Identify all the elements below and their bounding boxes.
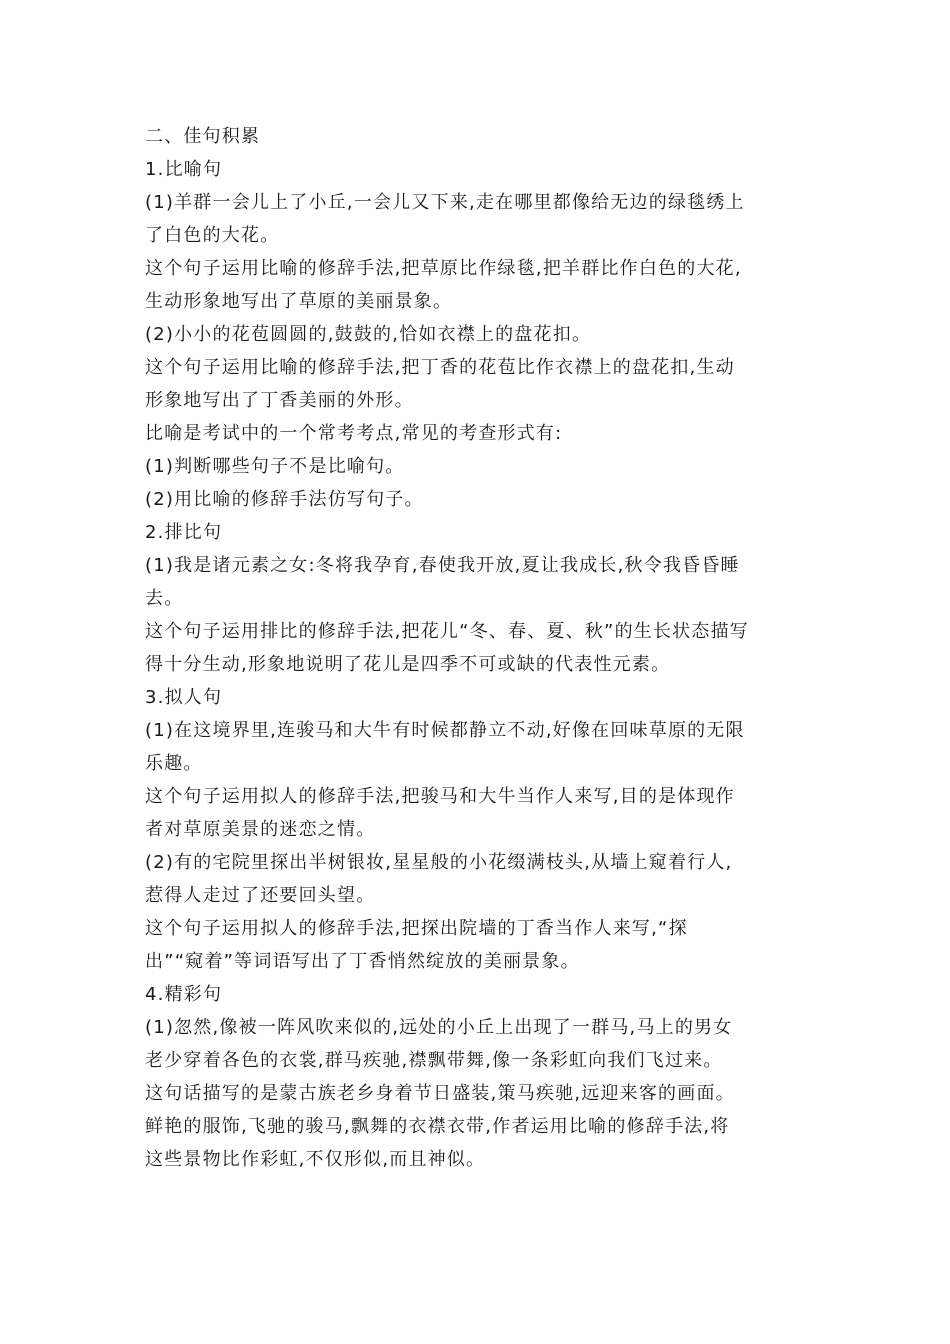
paragraph-line: 这个句子运用排比的修辞手法,把花儿“冬、春、夏、秋”的生长状态描写 <box>145 621 749 642</box>
paragraph-line: (1)判断哪些句子不是比喻句。 <box>145 456 405 477</box>
paragraph-line: 这些景物比作彩虹,不仅形似,而且神似。 <box>145 1149 486 1170</box>
subsection-heading-parallelism: 2.排比句 <box>145 522 223 543</box>
paragraph-line: 这个句子运用比喻的修辞手法,把丁香的花苞比作衣襟上的盘花扣,生动 <box>145 357 735 378</box>
paragraph-line: 出”“窥着”等词语写出了丁香悄然绽放的美丽景象。 <box>145 951 580 972</box>
paragraph-line: (1)羊群一会儿上了小丘,一会儿又下来,走在哪里都像给无边的绿毯绣上 <box>145 192 745 213</box>
subsection-heading-excellent: 4.精彩句 <box>145 984 223 1005</box>
paragraph-line: 这个句子运用比喻的修辞手法,把草原比作绿毯,把羊群比作白色的大花, <box>145 258 742 279</box>
subsection-heading-personification: 3.拟人句 <box>145 687 223 708</box>
paragraph-line: 者对草原美景的迷恋之情。 <box>145 819 376 840</box>
paragraph-line: 惹得人走过了还要回头望。 <box>145 885 376 906</box>
paragraph-line: 比喻是考试中的一个常考考点,常见的考查形式有: <box>145 423 563 444</box>
paragraph-line: 了白色的大花。 <box>145 225 280 246</box>
paragraph-line: 乐趣。 <box>145 753 203 774</box>
paragraph-line: 生动形象地写出了草原的美丽景象。 <box>145 291 453 312</box>
paragraph-line: 这个句子运用拟人的修辞手法,把骏马和大牛当作人来写,目的是体现作 <box>145 786 735 807</box>
paragraph-line: 这句话描写的是蒙古族老乡身着节日盛装,策马疾驰,远迎来客的画面。 <box>145 1083 735 1104</box>
paragraph-line: 去。 <box>145 588 184 609</box>
subsection-heading-metaphor: 1.比喻句 <box>145 159 223 180</box>
document-page <box>145 120 815 1176</box>
paragraph-line: 老少穿着各色的衣裳,群马疾驰,襟飘带舞,像一条彩虹向我们飞过来。 <box>145 1050 723 1071</box>
paragraph-line: (2)有的宅院里探出半树银妆,星星般的小花缀满枝头,从墙上窥着行人, <box>145 852 733 873</box>
paragraph-line: (1)在这境界里,连骏马和大牛有时候都静立不动,好像在回味草原的无限 <box>145 720 745 741</box>
paragraph-line: 得十分生动,形象地说明了花儿是四季不可或缺的代表性元素。 <box>145 654 671 675</box>
paragraph-line: (1)我是诸元素之女:冬将我孕育,春使我开放,夏让我成长,秋令我昏昏睡 <box>145 555 740 576</box>
paragraph-line: 这个句子运用拟人的修辞手法,把探出院墙的丁香当作人来写,“探 <box>145 918 688 939</box>
section-heading: 二、佳句积累 <box>145 126 261 147</box>
paragraph-line: 鲜艳的服饰,飞驰的骏马,飘舞的衣襟衣带,作者运用比喻的修辞手法,将 <box>145 1116 730 1137</box>
paragraph-line: (2)小小的花苞圆圆的,鼓鼓的,恰如衣襟上的盘花扣。 <box>145 324 592 345</box>
paragraph-line: (2)用比喻的修辞手法仿写句子。 <box>145 489 424 510</box>
paragraph-line: 形象地写出了丁香美丽的外形。 <box>145 390 414 411</box>
paragraph-line: (1)忽然,像被一阵风吹来似的,远处的小丘上出现了一群马,马上的男女 <box>145 1017 733 1038</box>
